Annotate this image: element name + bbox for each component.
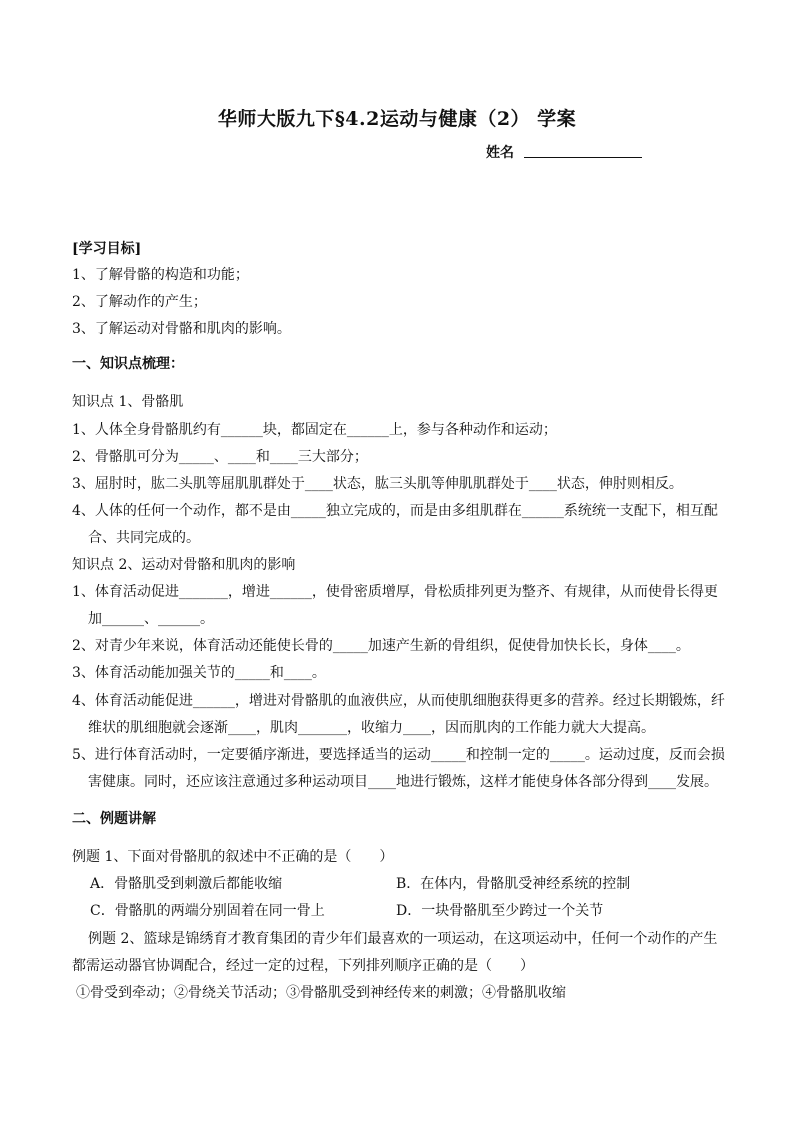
point1-item-continued: 合、共同完成的。 <box>88 530 200 546</box>
example2-question-line2: 都需运动器官协调配合，经过一定的过程，下列排列顺序正确的是（ ） <box>72 958 534 974</box>
point2-item-continued: 害健康。同时，还应该注意通过多种运动项目____地进行锻炼，这样才能使身体各部分得到____发展。 <box>88 774 718 790</box>
point2-item: 5、进行体育活动时，一定要循序渐进，要选择适当的运动_____和控制一定的_____。运动过度，反而会损 <box>72 747 725 763</box>
objective-item: 2、了解动作的产生； <box>72 294 207 310</box>
point1-heading: 知识点 1、骨骼肌 <box>72 394 184 410</box>
example1-option-c: C．骨骼肌的两端分别固着在同一骨上 <box>90 903 325 919</box>
name-blank-line <box>524 143 642 158</box>
point1-item: 1、人体全身骨骼肌约有______块，都固定在______上，参与各种动作和运动； <box>72 422 557 438</box>
point1-item: 3、屈肘时，肱二头肌等屈肌肌群处于____状态，肱三头肌等伸肌肌群处于____状态，伸肘则相反。 <box>72 476 683 492</box>
point2-item: 3、体育活动能加强关节的_____和____。 <box>72 665 326 681</box>
name-label: 姓名 <box>486 145 514 161</box>
point2-item: 2、对青少年来说，体育活动还能使长骨的_____加速产生新的骨组织，促使骨加快长长，身体____。 <box>72 638 690 654</box>
objective-item: 1、了解骨骼的构造和功能； <box>72 267 249 283</box>
objectives-heading: [学习目标] <box>72 241 142 257</box>
objective-item: 3、了解运动对骨骼和肌肉的影响。 <box>72 321 291 337</box>
name-field <box>486 142 642 162</box>
point2-item: 4、体育活动能促进______，增进对骨骼肌的血液供应，从而使肌细胞获得更多的营养。经过长期锻炼，纤 <box>72 693 725 709</box>
example2-steps: ①骨受到牵动；②骨绕关节活动；③骨骼肌受到神经传来的刺激；④骨骼肌收缩 <box>76 985 566 1001</box>
point2-item-continued: 加______、______。 <box>88 611 214 627</box>
point2-item-continued: 维状的肌细胞就会逐渐____，肌肉_______，收缩力____，因而肌肉的工作能力就大大提高。 <box>88 720 655 736</box>
section2-heading: 二、例题讲解 <box>72 811 156 827</box>
example1-option-a: A．骨骼肌受到刺激后都能收缩 <box>90 876 283 892</box>
point2-item: 1、体育活动促进_______，增进______，使骨密质增厚，骨松质排列更为整齐、有规律，从而使骨长得更 <box>72 584 718 600</box>
example1-option-d: D．一块骨骼肌至少跨过一个关节 <box>396 903 604 919</box>
example1-question: 例题 1、下面对骨骼肌的叙述中不正确的是（ ） <box>72 849 394 865</box>
point2-heading: 知识点 2、运动对骨骼和肌肉的影响 <box>72 557 296 573</box>
point1-item: 2、骨骼肌可分为_____、____和____三大部分； <box>72 449 368 465</box>
example1-option-b: B．在体内，骨骼肌受神经系统的控制 <box>396 876 631 892</box>
point1-item: 4、人体的任何一个动作，都不是由_____独立完成的，而是由多组肌群在______系统统一支配下，相互配 <box>72 503 718 519</box>
example2-question-line1: 例题 2、篮球是锦绣育才教育集团的青少年们最喜欢的一项运动，在这项运动中，任何一个动作的产生 <box>88 931 718 947</box>
page-title: 华师大版九下§4.2运动与健康（2） 学案 <box>217 108 577 130</box>
section1-heading: 一、知识点梳理： <box>72 356 184 372</box>
